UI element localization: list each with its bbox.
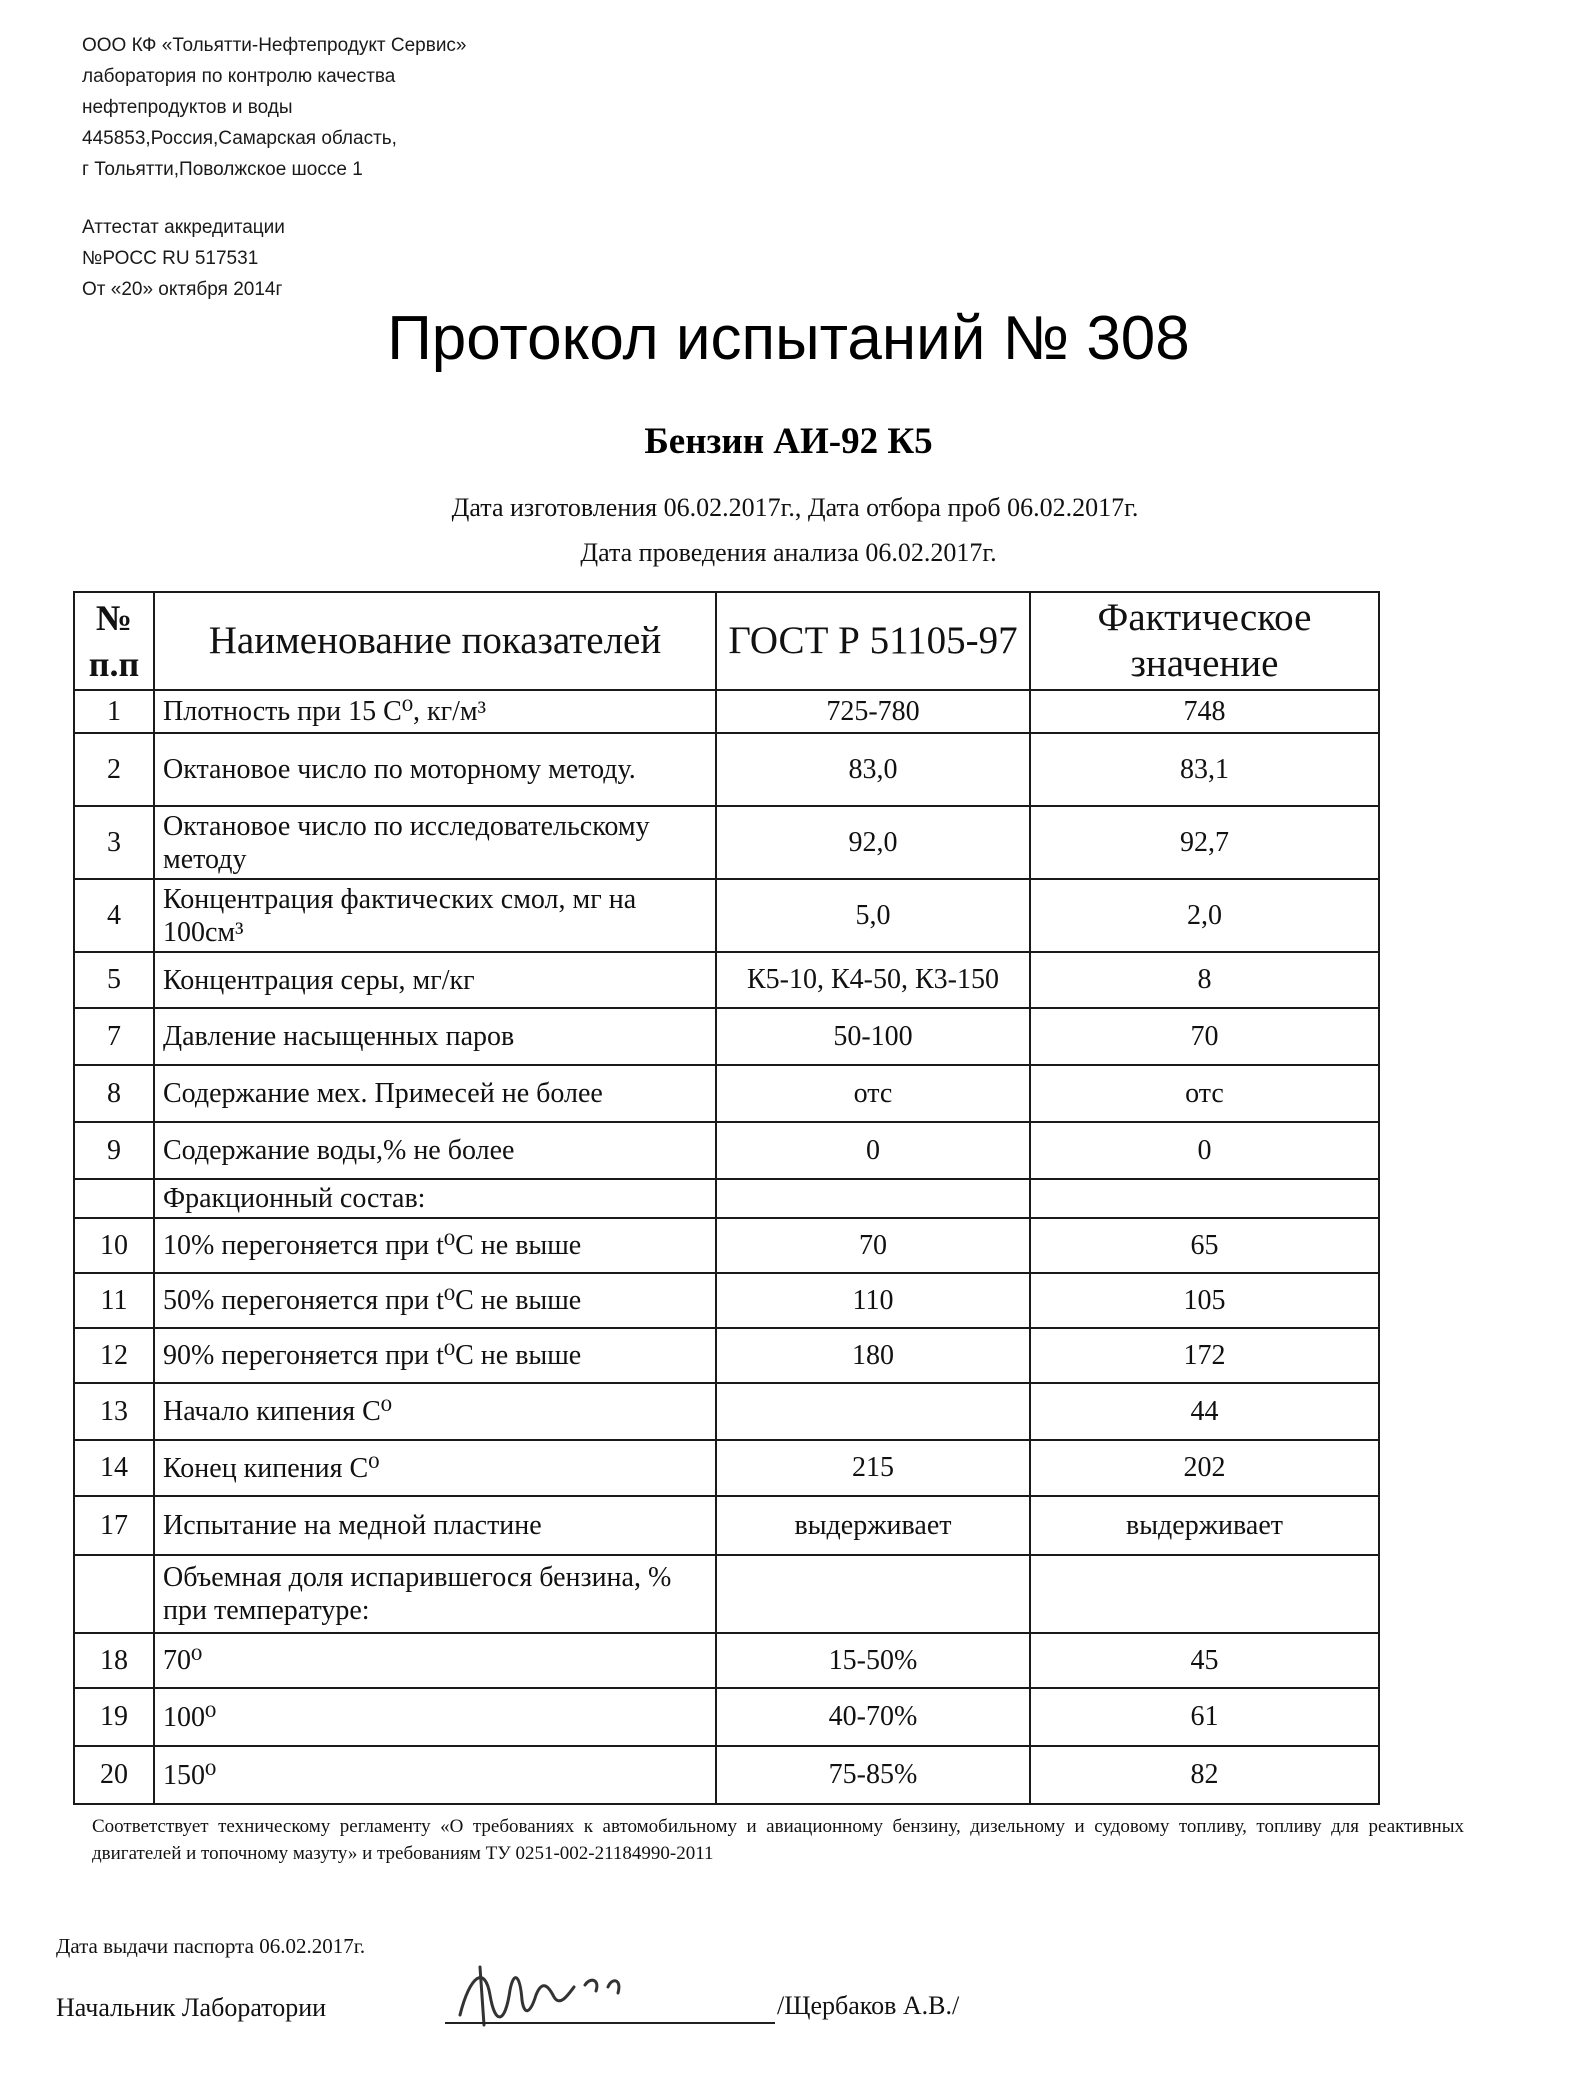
row-name: 100⁰ — [154, 1688, 716, 1746]
row-name: 50% перегоняется при t⁰С не выше — [154, 1273, 716, 1328]
row-name: 150⁰ — [154, 1746, 716, 1804]
signature-line — [445, 2022, 775, 2024]
row-actual: 105 — [1030, 1273, 1379, 1328]
row-num: 18 — [74, 1633, 154, 1688]
row-num: 9 — [74, 1122, 154, 1179]
section-title: Фракционный состав: — [154, 1179, 716, 1218]
production-dates: Дата изготовления 06.02.2017г., Дата отбора проб 06.02.2017г. — [451, 493, 1139, 522]
row-num: 14 — [74, 1440, 154, 1496]
table-row — [74, 1122, 1379, 1179]
row-actual — [1030, 1179, 1379, 1218]
results-table — [73, 591, 1380, 1805]
row-name: Давление насыщенных паров — [154, 1008, 716, 1065]
row-actual: отс — [1030, 1065, 1379, 1122]
row-gost: 83,0 — [716, 733, 1030, 806]
row-gost: К5-10, К4-50, К3-150 — [716, 952, 1030, 1008]
row-name: 70⁰ — [154, 1633, 716, 1688]
row-actual: выдерживает — [1030, 1496, 1379, 1555]
analysis-date: Дата проведения анализа 06.02.2017г. — [580, 538, 997, 567]
row-num: 10 — [74, 1218, 154, 1273]
row-actual: 172 — [1030, 1328, 1379, 1383]
org-line: лаборатория по контролю качества — [82, 66, 396, 87]
row-num — [74, 1555, 154, 1633]
signatory-role: Начальник Лаборатории — [56, 1993, 327, 2022]
table-row — [74, 690, 1379, 733]
table-section-row — [74, 1179, 1379, 1218]
row-actual: 44 — [1030, 1383, 1379, 1440]
row-gost: 0 — [716, 1122, 1030, 1179]
row-gost: 215 — [716, 1440, 1030, 1496]
row-actual: 83,1 — [1030, 733, 1379, 806]
section-title: Объемная доля испарившегося бензина, % при температуре: — [154, 1555, 716, 1633]
table-row — [74, 733, 1379, 806]
organization-header — [82, 30, 467, 185]
row-num: 20 — [74, 1746, 154, 1804]
row-gost — [716, 1555, 1030, 1633]
signatory-name: /Щербаков А.В./ — [777, 1991, 960, 2020]
row-name: Плотность при 15 С⁰, кг/м³ — [154, 690, 716, 733]
org-line: г Тольятти,Поволжское шоссе 1 — [82, 159, 363, 180]
row-gost — [716, 1383, 1030, 1440]
row-actual: 70 — [1030, 1008, 1379, 1065]
table-row — [74, 1273, 1379, 1328]
org-line: 445853,Россия,Самарская область, — [82, 128, 397, 149]
row-name: Начало кипения С⁰ — [154, 1383, 716, 1440]
table-row — [74, 1688, 1379, 1746]
row-actual: 65 — [1030, 1218, 1379, 1273]
row-gost: 5,0 — [716, 879, 1030, 952]
row-actual: 202 — [1030, 1440, 1379, 1496]
row-actual: 0 — [1030, 1122, 1379, 1179]
row-gost: 15-50% — [716, 1633, 1030, 1688]
table-row — [74, 879, 1379, 952]
row-name: Октановое число по исследовательскому методу — [154, 806, 716, 879]
table-row — [74, 1633, 1379, 1688]
row-actual: 8 — [1030, 952, 1379, 1008]
row-num — [74, 1179, 154, 1218]
table-section-row — [74, 1555, 1379, 1633]
row-gost: отс — [716, 1065, 1030, 1122]
row-actual: 45 — [1030, 1633, 1379, 1688]
row-gost: выдерживает — [716, 1496, 1030, 1555]
row-actual: 92,7 — [1030, 806, 1379, 879]
row-gost: 180 — [716, 1328, 1030, 1383]
row-gost — [716, 1179, 1030, 1218]
table-row — [74, 1218, 1379, 1273]
row-num: 5 — [74, 952, 154, 1008]
row-name: Концентрация серы, мг/кг — [154, 952, 716, 1008]
row-num: 19 — [74, 1688, 154, 1746]
accreditation-line: Аттестат аккредитации — [82, 217, 285, 238]
table-row — [74, 1496, 1379, 1555]
row-actual — [1030, 1555, 1379, 1633]
table-row — [74, 1008, 1379, 1065]
row-num: 7 — [74, 1008, 154, 1065]
row-gost: 50-100 — [716, 1008, 1030, 1065]
row-num: 12 — [74, 1328, 154, 1383]
row-actual: 61 — [1030, 1688, 1379, 1746]
row-gost: 110 — [716, 1273, 1030, 1328]
table-row — [74, 1383, 1379, 1440]
row-name: 90% перегоняется при t⁰С не выше — [154, 1328, 716, 1383]
accreditation-line: От «20» октября 2014г — [82, 279, 283, 300]
row-name: Содержание мех. Примесей не более — [154, 1065, 716, 1122]
org-line: нефтепродуктов и воды — [82, 97, 293, 118]
accreditation-line: №РОСС RU 517531 — [82, 248, 259, 269]
row-gost: 75-85% — [716, 1746, 1030, 1804]
row-gost: 40-70% — [716, 1688, 1030, 1746]
table-row — [74, 1328, 1379, 1383]
row-name: Концентрация фактических смол, мг на 100см³ — [154, 879, 716, 952]
row-num: 1 — [74, 690, 154, 733]
table-header-row — [74, 592, 1379, 690]
header-num: № п.п — [74, 592, 154, 690]
org-line: ООО КФ «Тольятти-Нефтепродукт Сервис» — [82, 35, 467, 56]
row-gost: 70 — [716, 1218, 1030, 1273]
table-row — [74, 806, 1379, 879]
row-name: Испытание на медной пластине — [154, 1496, 716, 1555]
header-name: Наименование показателей — [154, 592, 716, 690]
row-gost: 725-780 — [716, 690, 1030, 733]
table-row — [74, 1065, 1379, 1122]
row-name: Октановое число по моторному методу. — [154, 733, 716, 806]
issue-date: Дата выдачи паспорта 06.02.2017г. — [56, 1934, 366, 1958]
table-row — [74, 1746, 1379, 1804]
row-num: 2 — [74, 733, 154, 806]
table-row — [74, 1440, 1379, 1496]
row-actual: 748 — [1030, 690, 1379, 733]
row-actual: 82 — [1030, 1746, 1379, 1804]
accreditation-block — [82, 212, 285, 305]
row-actual: 2,0 — [1030, 879, 1379, 952]
row-name: Конец кипения С⁰ — [154, 1440, 716, 1496]
row-name: 10% перегоняется при t⁰С не выше — [154, 1218, 716, 1273]
row-gost: 92,0 — [716, 806, 1030, 879]
conformity-note: Соответствует техническому регламенту «О требованиях к автомобильному и авиационному бензину, дизельному и судовому топливу, топливу для реактивных двигателей и топочному мазуту» и требованиям ТУ 0251-002-21184990-2011 — [92, 1816, 1464, 1864]
row-num: 13 — [74, 1383, 154, 1440]
product-name: Бензин АИ-92 К5 — [644, 421, 933, 462]
page-title: Протокол испытаний № 308 — [387, 304, 1190, 373]
row-num: 11 — [74, 1273, 154, 1328]
table-row — [74, 952, 1379, 1008]
row-num: 17 — [74, 1496, 154, 1555]
row-num: 3 — [74, 806, 154, 879]
header-gost: ГОСТ Р 51105-97 — [716, 592, 1030, 690]
row-name: Содержание воды,% не более — [154, 1122, 716, 1179]
row-num: 8 — [74, 1065, 154, 1122]
row-num: 4 — [74, 879, 154, 952]
header-actual: Фактическое значение — [1030, 592, 1379, 690]
